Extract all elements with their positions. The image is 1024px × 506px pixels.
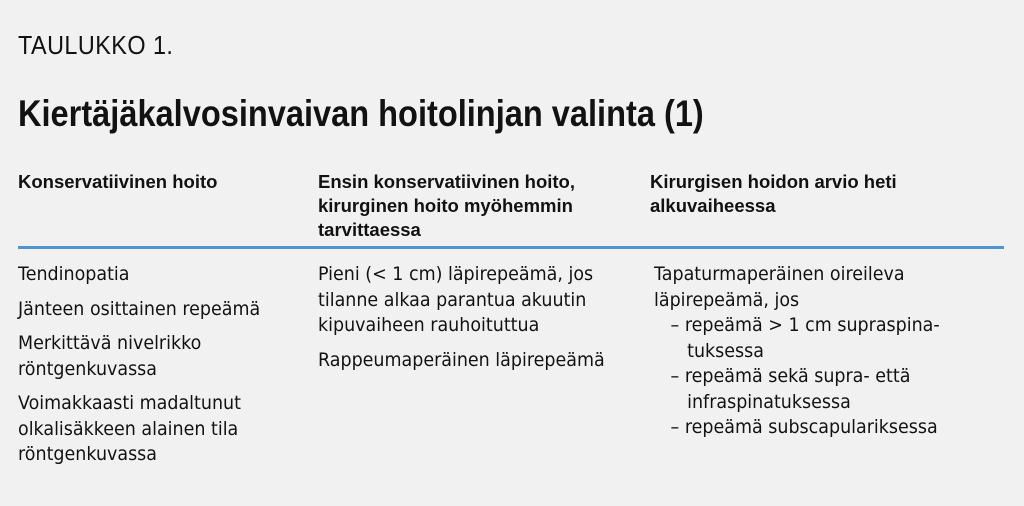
list-item-line: läpirepeämä, jos [654,288,800,311]
list-item [18,262,294,288]
list-item [318,348,605,374]
column-header-conservative-then-surgical [318,170,618,242]
sub-list-item-line: – repeämä subscapulariksessa [670,416,938,438]
sub-list-item [654,313,940,364]
column-header-line: Konservatiivinen hoito [18,171,218,192]
sub-list-item-line: infraspinatuksessa [687,390,851,413]
list-item-line: Jänteen osittainen repeämä [18,297,261,320]
list-item-line: Voimakkaasti madaltunut [18,392,241,414]
list-item-line: Rappeumaperäinen läpirepeämä [318,348,605,371]
column-header-line: tarvittaessa [318,219,421,240]
list-item [318,262,594,339]
sub-list-item-line: – repeämä sekä supra- että [670,365,911,387]
list-item-line: olkalisäkkeen alainen tila [18,417,239,440]
sub-list-item-line: – repeämä > 1 cm supraspina- [670,314,940,336]
list-item-line: Merkittävä nivelrikko [18,332,202,354]
list-item-line: röntgenkuvassa [18,443,158,465]
column-body-conservative [18,262,294,477]
sub-list-item [654,415,938,441]
list-item-line: kipuvaiheen rauhoituttua [318,314,540,336]
list-item-line: Tapaturmaperäinen oireileva [654,263,905,285]
column-header-line: Kirurgisen hoidon arvio heti [650,171,897,192]
list-item-line: tilanne alkaa parantua akuutin [318,288,587,311]
sub-list-item [654,364,930,415]
table-label: TAULUKKO 1. [18,30,174,60]
sub-list-item-line: tuksessa [687,339,764,362]
list-item [18,391,294,468]
column-header-conservative [18,170,318,194]
column-body-surgical-assessment [654,262,940,441]
list-item-line: Pieni (< 1 cm) läpirepeämä, jos [318,263,594,285]
column-header-line: alkuvaiheessa [650,195,776,216]
column-header-surgical-assessment [650,170,950,218]
list-item-intro [654,262,930,313]
list-item-line: Tendinopatia [18,263,130,285]
list-item-line: röntgenkuvassa [18,357,158,380]
list-item [18,331,294,382]
column-body-conservative-then-surgical [318,262,605,382]
column-header-line: kirurginen hoito myöhemmin [318,195,573,216]
table-title: Kiertäjäkalvosinvaivan hoitolinjan valinta (1) [18,93,704,134]
header-divider [18,246,1004,249]
list-item [18,297,294,323]
column-header-line: Ensin konservatiivinen hoito, [318,171,575,192]
